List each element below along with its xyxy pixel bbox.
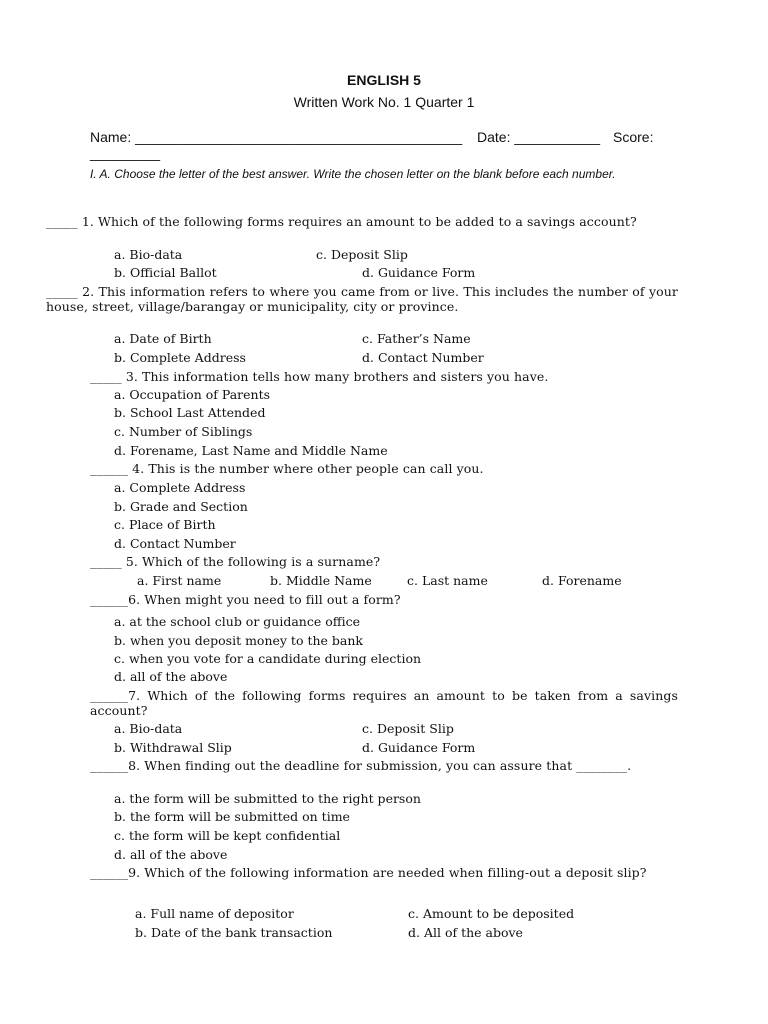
q5-option-a: a. First name (137, 573, 222, 588)
q3-option-b: b. School Last Attended (114, 405, 266, 420)
q1-option-a: a. Bio-data (114, 247, 183, 262)
q2-option-a: a. Date of Birth (114, 331, 212, 346)
question-2: _____ 2. This information refers to where you came from or live. This includes the number of your house, street, village/barangay or municipality, city or province. (46, 284, 678, 314)
q9-option-b: b. Date of the bank transaction (135, 925, 333, 940)
q7-option-b: b. Withdrawal Slip (114, 740, 232, 755)
q6-option-c: c. when you vote for a candidate during election (114, 651, 422, 666)
question-5: _____ 5. Which of the following is a surname? (90, 554, 381, 569)
q1-option-c: c. Deposit Slip (316, 247, 408, 262)
page-title: ENGLISH 5 (347, 72, 421, 88)
question-7: ______7. Which of the following forms requires an amount to be taken from a savings account? (90, 688, 678, 718)
question-3: _____ 3. This information tells how many brothers and sisters you have. (90, 369, 549, 384)
q6-option-a: a. at the school club or guidance office (114, 614, 361, 629)
name-field: Name: __________________________________________ (90, 129, 463, 145)
q5-option-c: c. Last name (407, 573, 488, 588)
q1-option-d: d. Guidance Form (362, 265, 476, 280)
question-9: ______9. Which of the following information are needed when filling-out a deposit slip? (90, 865, 647, 880)
q5-option-d: d. Forename (542, 573, 622, 588)
instructions: I. A. Choose the letter of the best answer. Write the chosen letter on the blank before each number. (90, 167, 616, 181)
question-1: _____ 1. Which of the following forms requires an amount to be added to a savings account? (46, 214, 637, 229)
q8-option-d: d. all of the above (114, 847, 228, 862)
q5-option-b: b. Middle Name (270, 573, 372, 588)
q7-option-d: d. Guidance Form (362, 740, 476, 755)
q2-option-d: d. Contact Number (362, 350, 484, 365)
q8-option-c: c. the form will be kept confidential (114, 828, 341, 843)
q6-option-d: d. all of the above (114, 669, 228, 684)
q9-option-c: c. Amount to be deposited (408, 906, 575, 921)
q8-option-a: a. the form will be submitted to the right person (114, 791, 421, 806)
q2-option-b: b. Complete Address (114, 350, 246, 365)
q9-option-d: d. All of the above (408, 925, 523, 940)
score-blank: _________ (90, 145, 161, 161)
q2-option-c: c. Father’s Name (362, 331, 471, 346)
q7-option-c: c. Deposit Slip (362, 721, 454, 736)
q4-option-c: c. Place of Birth (114, 517, 216, 532)
q7-option-a: a. Bio-data (114, 721, 183, 736)
page-subtitle: Written Work No. 1 Quarter 1 (293, 94, 475, 110)
date-field: Date: ___________ (477, 129, 600, 145)
q4-option-b: b. Grade and Section (114, 499, 248, 514)
score-label: Score: (613, 129, 654, 145)
question-6: ______6. When might you need to fill out a form? (90, 592, 401, 607)
q9-option-a: a. Full name of depositor (135, 906, 294, 921)
question-4: ______ 4. This is the number where other people can call you. (90, 461, 484, 476)
q3-option-c: c. Number of Siblings (114, 424, 253, 439)
q4-option-d: d. Contact Number (114, 536, 236, 551)
question-8: ______8. When finding out the deadline for submission, you can assure that ________. (90, 758, 632, 773)
q8-option-b: b. the form will be submitted on time (114, 809, 350, 824)
q3-option-d: d. Forename, Last Name and Middle Name (114, 443, 388, 458)
q1-option-b: b. Official Ballot (114, 265, 217, 280)
q6-option-b: b. when you deposit money to the bank (114, 633, 363, 648)
q4-option-a: a. Complete Address (114, 480, 246, 495)
q3-option-a: a. Occupation of Parents (114, 387, 271, 402)
